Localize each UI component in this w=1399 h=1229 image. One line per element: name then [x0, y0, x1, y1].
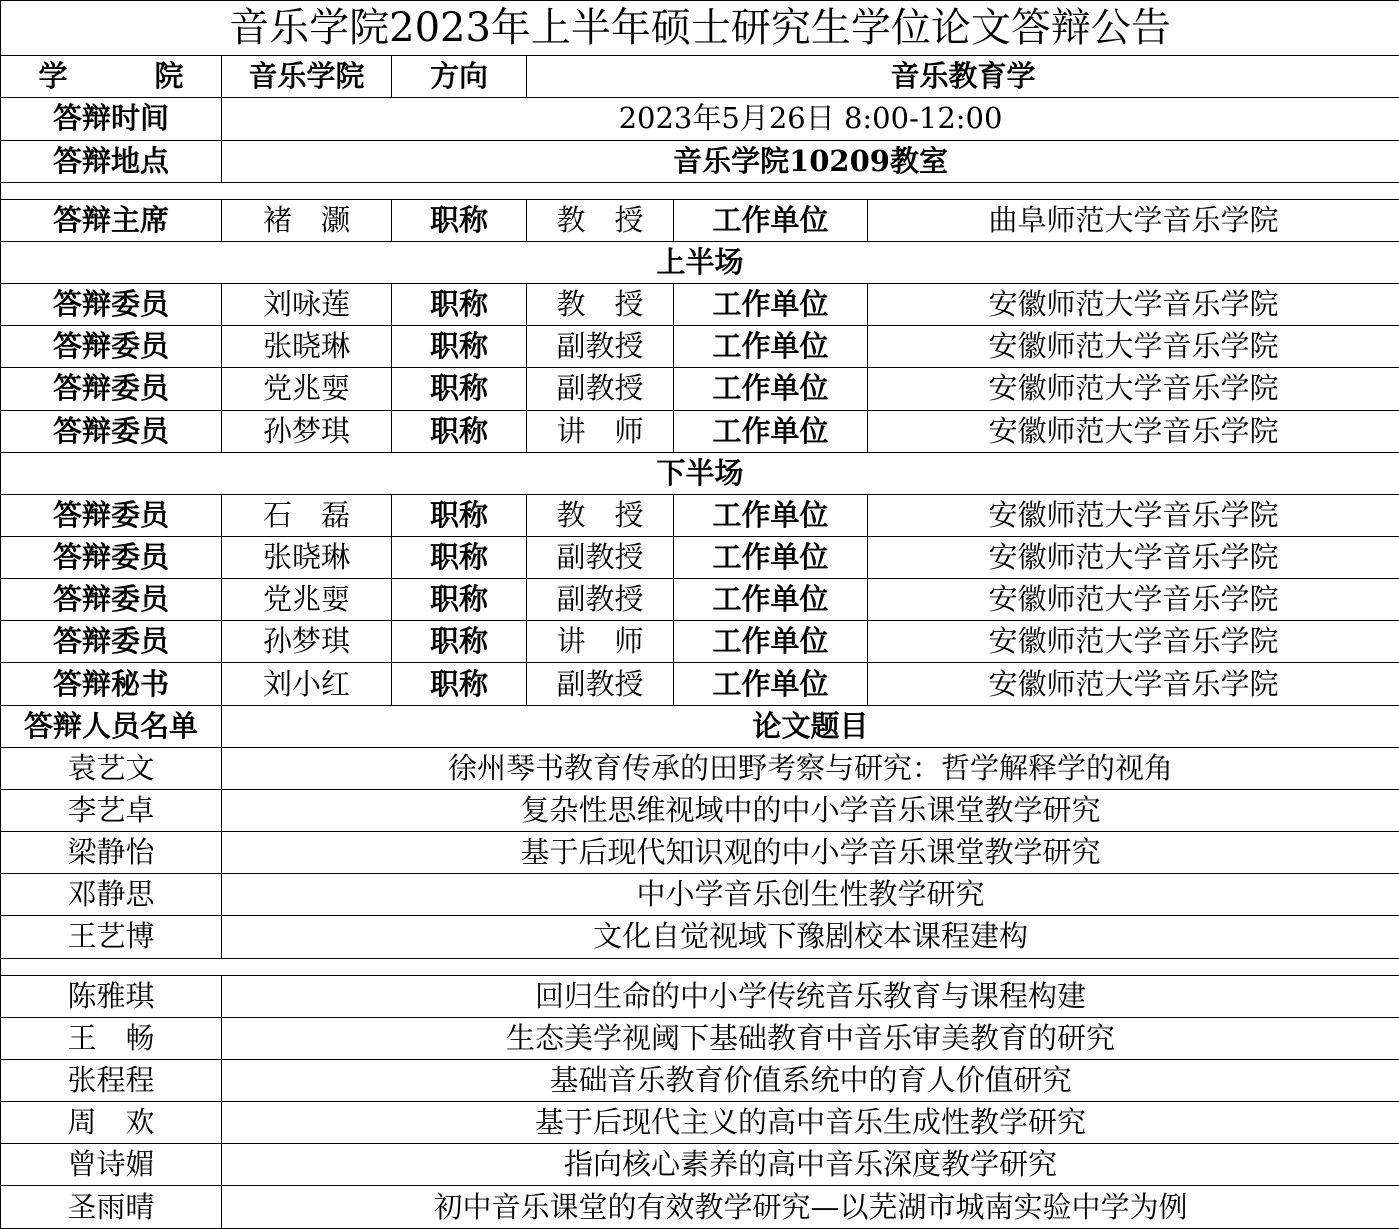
member-title-label: 职称: [392, 663, 527, 705]
chair-row: [1, 199, 1399, 241]
member-title-label: 职称: [392, 284, 527, 326]
candidate-name: 李艺卓: [1, 789, 222, 831]
candidate-row: [1, 1102, 1399, 1144]
member-unit-label: 工作单位: [674, 284, 868, 326]
member-title: 讲 师: [527, 410, 674, 452]
member-role: 答辩委员: [1, 537, 222, 579]
member-title-label: 职称: [392, 494, 527, 536]
member-title: 副教授: [527, 537, 674, 579]
candidate-name: 邓静思: [1, 874, 222, 916]
candidate-topic: 初中音乐课堂的有效教学研究—以芜湖市城南实验中学为例: [222, 1186, 1399, 1229]
candidate-row: [1, 747, 1399, 789]
member-unit-label: 工作单位: [674, 368, 868, 410]
member-role: 答辩委员: [1, 621, 222, 663]
member-unit: 安徽师范大学音乐学院: [868, 494, 1399, 536]
candidate-name: 袁艺文: [1, 747, 222, 789]
member-unit: 安徽师范大学音乐学院: [868, 537, 1399, 579]
candidate-row: [1, 1144, 1399, 1186]
direction-label: 方向: [392, 56, 527, 98]
candidate-topic: 基础音乐教育价值系统中的育人价值研究: [222, 1059, 1399, 1101]
member-title-label: 职称: [392, 621, 527, 663]
candidate-name: 圣雨晴: [1, 1186, 222, 1229]
member-unit-label: 工作单位: [674, 537, 868, 579]
committee-row: [1, 621, 1399, 663]
college-row: [1, 56, 1399, 98]
member-name: 张晓琳: [222, 326, 392, 368]
title-row: [1, 1, 1399, 56]
time-row: [1, 98, 1399, 140]
candidate-topic: 徐州琴书教育传承的田野考察与研究：哲学解释学的视角: [222, 747, 1399, 789]
member-unit: 安徽师范大学音乐学院: [868, 326, 1399, 368]
member-unit: 安徽师范大学音乐学院: [868, 284, 1399, 326]
candidate-topic: 文化自觉视域下豫剧校本课程建构: [222, 916, 1399, 958]
candidate-row: [1, 1186, 1399, 1229]
candidate-name: 曾诗媚: [1, 1144, 222, 1186]
member-title: 副教授: [527, 663, 674, 705]
time-value: 2023年5月26日 8:00-12:00: [222, 98, 1399, 140]
candidate-name: 张程程: [1, 1059, 222, 1101]
committee-row: [1, 494, 1399, 536]
committee-row: [1, 537, 1399, 579]
member-role: 答辩委员: [1, 326, 222, 368]
member-unit-label: 工作单位: [674, 494, 868, 536]
committee-row: [1, 326, 1399, 368]
candidate-name: 陈雅琪: [1, 975, 222, 1017]
candidate-topic: 中小学音乐创生性教学研究: [222, 874, 1399, 916]
time-label: 答辩时间: [1, 98, 222, 140]
college-value: 音乐学院: [222, 56, 392, 98]
member-name: 孙梦琪: [222, 621, 392, 663]
candidate-list-label: 答辩人员名单: [1, 705, 222, 747]
committee-row: [1, 368, 1399, 410]
topic-column-label: 论文题目: [222, 705, 1399, 747]
spacer-row: [1, 182, 1399, 199]
chair-unit: 曲阜师范大学音乐学院: [868, 199, 1399, 241]
committee-row: [1, 579, 1399, 621]
candidate-row: [1, 1017, 1399, 1059]
direction-value: 音乐教育学: [527, 56, 1399, 98]
member-role: 答辩委员: [1, 579, 222, 621]
member-title-label: 职称: [392, 537, 527, 579]
candidate-name: 王艺博: [1, 916, 222, 958]
member-unit-label: 工作单位: [674, 326, 868, 368]
member-name: 石 磊: [222, 494, 392, 536]
committee-row: [1, 410, 1399, 452]
place-row: [1, 140, 1399, 182]
member-unit-label: 工作单位: [674, 410, 868, 452]
candidate-name: 梁静怡: [1, 832, 222, 874]
member-unit-label: 工作单位: [674, 579, 868, 621]
member-title: 副教授: [527, 326, 674, 368]
committee-row: [1, 284, 1399, 326]
member-unit: 安徽师范大学音乐学院: [868, 621, 1399, 663]
page-title: 音乐学院2023年上半年硕士研究生学位论文答辩公告: [1, 1, 1399, 56]
member-role: 答辩委员: [1, 410, 222, 452]
member-name: 刘小红: [222, 663, 392, 705]
member-unit-label: 工作单位: [674, 621, 868, 663]
member-title: 教 授: [527, 284, 674, 326]
chair-name: 褚 灏: [222, 199, 392, 241]
first-half-header-row: [1, 241, 1399, 283]
member-name: 张晓琳: [222, 537, 392, 579]
college-label: 学 院: [1, 56, 222, 98]
candidate-list-header-row: [1, 705, 1399, 747]
member-title: 教 授: [527, 494, 674, 536]
member-unit: 安徽师范大学音乐学院: [868, 368, 1399, 410]
chair-title-label: 职称: [392, 199, 527, 241]
second-half-label: 下半场: [1, 452, 1399, 494]
candidate-row: [1, 1059, 1399, 1101]
spacer-row: [1, 958, 1399, 975]
member-name: 孙梦琪: [222, 410, 392, 452]
member-name: 党兆婯: [222, 579, 392, 621]
member-title: 副教授: [527, 368, 674, 410]
candidate-row: [1, 975, 1399, 1017]
member-role: 答辩秘书: [1, 663, 222, 705]
candidate-row: [1, 789, 1399, 831]
place-value: 音乐学院10209教室: [222, 140, 1399, 182]
member-unit: 安徽师范大学音乐学院: [868, 410, 1399, 452]
second-half-header-row: [1, 452, 1399, 494]
candidate-topic: 生态美学视阈下基础教育中音乐审美教育的研究: [222, 1017, 1399, 1059]
candidate-name: 周 欢: [1, 1102, 222, 1144]
member-title-label: 职称: [392, 326, 527, 368]
first-half-label: 上半场: [1, 241, 1399, 283]
place-label: 答辩地点: [1, 140, 222, 182]
member-role: 答辩委员: [1, 368, 222, 410]
member-title-label: 职称: [392, 579, 527, 621]
member-unit-label: 工作单位: [674, 663, 868, 705]
chair-role: 答辩主席: [1, 199, 222, 241]
candidate-row: [1, 832, 1399, 874]
secretary-row: [1, 663, 1399, 705]
spacer-cell: [1, 182, 1399, 199]
spacer-cell: [1, 958, 1399, 975]
member-title: 讲 师: [527, 621, 674, 663]
candidate-topic: 回归生命的中小学传统音乐教育与课程构建: [222, 975, 1399, 1017]
member-title-label: 职称: [392, 368, 527, 410]
candidate-row: [1, 916, 1399, 958]
member-title-label: 职称: [392, 410, 527, 452]
member-role: 答辩委员: [1, 284, 222, 326]
candidate-topic: 基于后现代主义的高中音乐生成性教学研究: [222, 1102, 1399, 1144]
member-unit: 安徽师范大学音乐学院: [868, 579, 1399, 621]
candidate-topic: 指向核心素养的高中音乐深度教学研究: [222, 1144, 1399, 1186]
candidate-topic: 基于后现代知识观的中小学音乐课堂教学研究: [222, 832, 1399, 874]
member-unit: 安徽师范大学音乐学院: [868, 663, 1399, 705]
member-name: 刘咏莲: [222, 284, 392, 326]
candidate-topic: 复杂性思维视域中的中小学音乐课堂教学研究: [222, 789, 1399, 831]
candidate-name: 王 畅: [1, 1017, 222, 1059]
member-role: 答辩委员: [1, 494, 222, 536]
chair-unit-label: 工作单位: [674, 199, 868, 241]
candidate-row: [1, 874, 1399, 916]
member-name: 党兆婯: [222, 368, 392, 410]
member-title: 副教授: [527, 579, 674, 621]
chair-title: 教 授: [527, 199, 674, 241]
